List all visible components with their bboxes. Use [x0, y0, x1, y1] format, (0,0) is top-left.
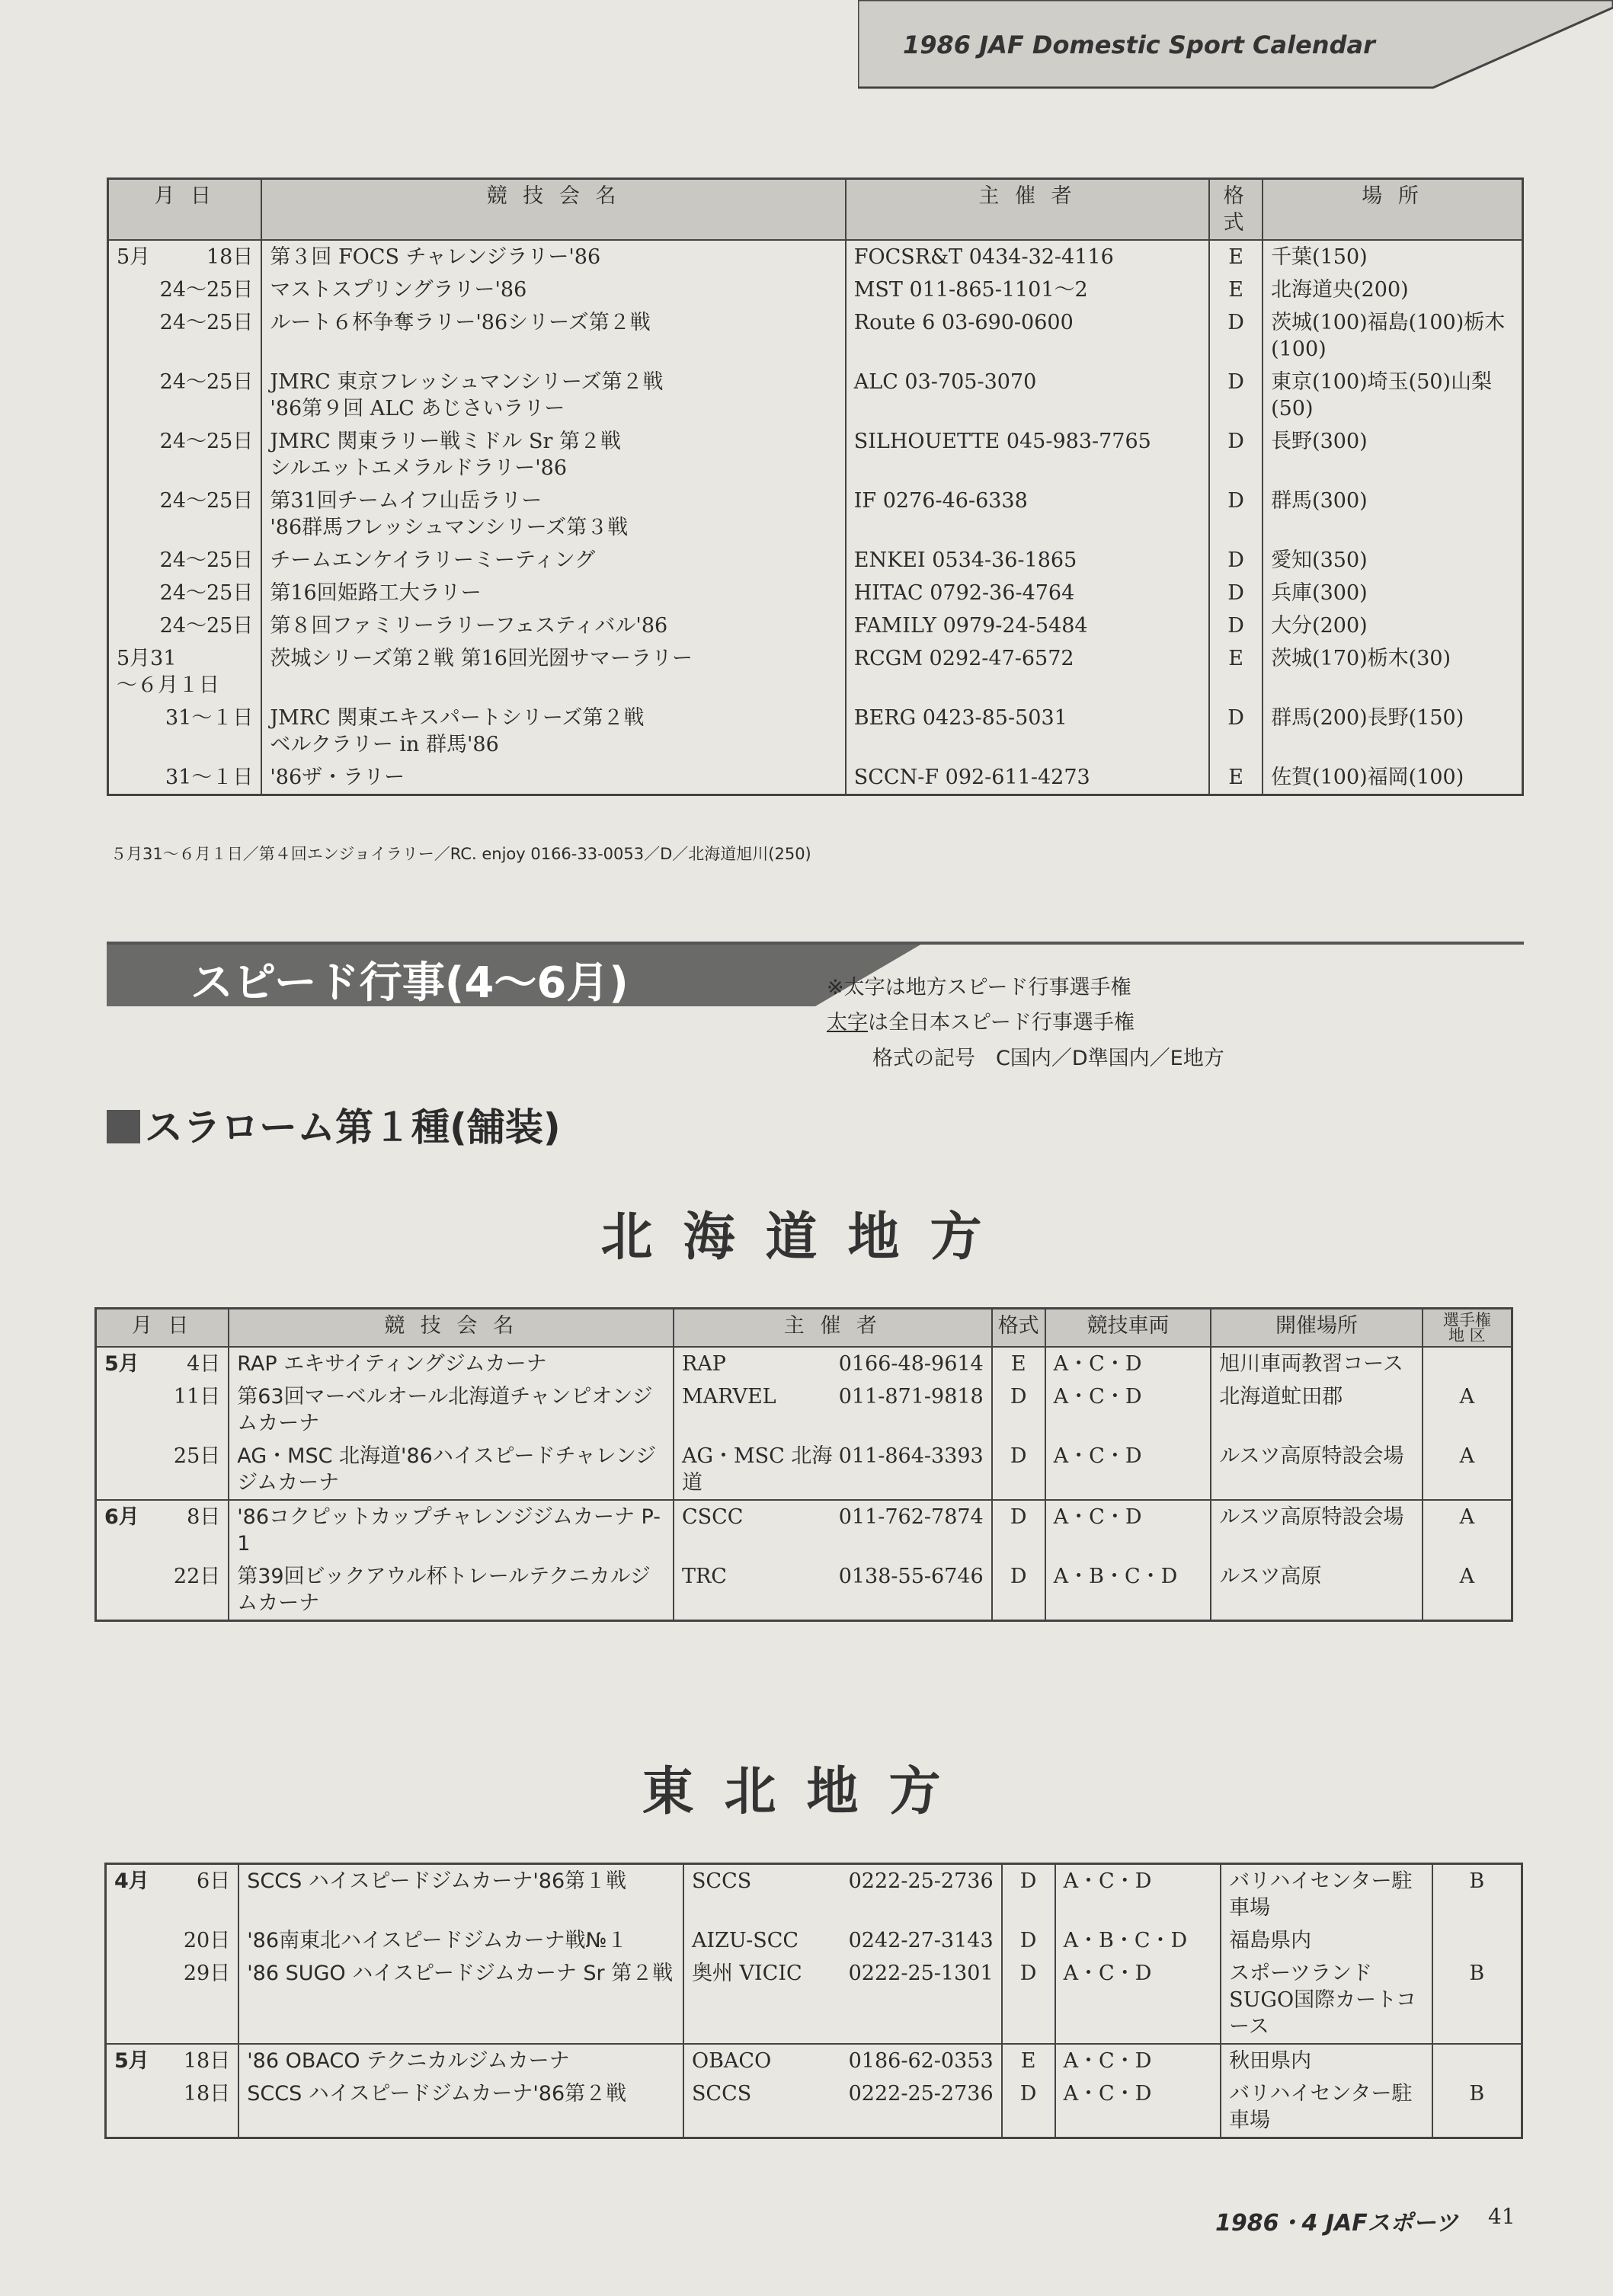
- organizer-cell: [683, 1864, 1002, 1925]
- event-name: SCCS ハイスピードジムカーナ'86第１戦: [238, 1864, 683, 1925]
- day: 18日: [183, 2082, 231, 2106]
- vehicle-classes: A・B・C・D: [1055, 1924, 1221, 1957]
- event-name: 第63回マーベルオール北海道チャンピオンジムカーナ: [229, 1380, 674, 1440]
- region-hokkaido: 北海道地方: [600, 1207, 1013, 1268]
- month: 5月31: [117, 647, 177, 670]
- class: D: [1002, 2077, 1055, 2138]
- event-name: 第３回 FOCS チャレンジラリー'86: [261, 240, 845, 273]
- table-row: [108, 484, 1523, 544]
- class: D: [1209, 484, 1263, 544]
- venue: 北海道虻田郡: [1211, 1380, 1422, 1440]
- place: 茨城(170)栃木(30): [1263, 642, 1522, 702]
- day: 22日: [173, 1565, 221, 1588]
- venue: 旭川車両教習コース: [1211, 1347, 1422, 1380]
- event-name: JMRC 関東ラリー戦ミドル Sr 第２戦 シルエットエメラルドラリー'86: [261, 425, 845, 484]
- legend-note-class: 格式の記号 C国内／D準国内／E地方: [872, 1047, 1224, 1070]
- event-name: チームエンケイラリーミーティング: [261, 544, 845, 577]
- day: 29日: [183, 1962, 231, 1985]
- day: 18日: [183, 2049, 231, 2073]
- day: 18日: [206, 245, 254, 269]
- organizer: TRC: [681, 1565, 727, 1588]
- organizer: IF 0276-46-6338: [846, 484, 1209, 544]
- day: 4日: [187, 1352, 221, 1376]
- organizer: SILHOUETTE 045-983-7765: [846, 425, 1209, 484]
- event-name: '86コクピットカップチャレンジジムカーナ P-1: [229, 1500, 674, 1560]
- table-row: [96, 1560, 1512, 1621]
- place: 愛知(350): [1263, 544, 1522, 577]
- phone: 0222-25-2736: [848, 1869, 994, 1893]
- place: 長野(300): [1263, 425, 1522, 484]
- legend-note-national: [827, 1006, 1135, 1035]
- venue: スポーツランドSUGO国際カートコース: [1221, 1957, 1432, 2044]
- month: 5月: [104, 1352, 139, 1376]
- championship-area: B: [1432, 1957, 1522, 2044]
- table-row: [106, 1864, 1522, 1925]
- vehicle-classes: A・C・D: [1055, 1957, 1221, 2044]
- header-cell: 主 催 者: [846, 179, 1209, 241]
- class: D: [992, 1500, 1045, 1560]
- table-row: [106, 1957, 1522, 2044]
- date-cell: [106, 1957, 239, 2044]
- table-row: [108, 273, 1523, 306]
- table-row: [108, 577, 1523, 609]
- date-cell: [106, 1864, 239, 1925]
- table-row: [96, 1380, 1512, 1440]
- organizer: 奥州 VICIC: [691, 1962, 802, 1985]
- date-cell: [96, 1380, 229, 1440]
- event-name: 第８回ファミリーラリーフェスティバル'86: [261, 609, 845, 642]
- organizer: RAP: [681, 1352, 726, 1376]
- date-cell: [96, 1347, 229, 1380]
- organizer: FAMILY 0979-24-5484: [846, 609, 1209, 642]
- class: D: [1002, 1957, 1055, 2044]
- month: 4月: [114, 1869, 149, 1893]
- phone: 011-871-9818: [838, 1385, 984, 1409]
- event-name: 第31回チームイフ山岳ラリー '86群馬フレッシュマンシリーズ第３戦: [261, 484, 845, 544]
- event-name: '86ザ・ラリー: [261, 761, 845, 795]
- day: 24～25日: [159, 278, 254, 302]
- venue: 秋田県内: [1221, 2044, 1432, 2077]
- venue: ルスツ高原: [1211, 1560, 1422, 1621]
- championship-area: B: [1432, 1864, 1522, 1925]
- page-number: 41: [1488, 2204, 1515, 2229]
- date-cell: [96, 1500, 229, 1560]
- section-heading: [107, 1097, 561, 1152]
- table-row: [96, 1500, 1512, 1560]
- table-row: [108, 702, 1523, 761]
- rally-footnote: ５月31～６月１日／第４回エンジョイラリー／RC. enjoy 0166-33-0053／D／北海道旭川(250): [110, 845, 811, 863]
- phone: 0222-25-1301: [848, 1962, 994, 1985]
- event-name: SCCS ハイスピードジムカーナ'86第２戦: [238, 2077, 683, 2138]
- header-cell: 競 技 会 名: [229, 1309, 674, 1348]
- date-cell: [106, 2044, 239, 2077]
- organizer: HITAC 0792-36-4764: [846, 577, 1209, 609]
- organizer: ALC 03-705-3070: [846, 366, 1209, 425]
- event-name: AG・MSC 北海道'86ハイスピードチャレンジジムカーナ: [229, 1440, 674, 1500]
- championship-area: [1423, 1347, 1512, 1380]
- date-cell: [108, 642, 262, 702]
- speed-events-title: スピード行事(4～6月): [190, 958, 629, 1008]
- table-row: [106, 1924, 1522, 1957]
- vehicle-classes: A・C・D: [1055, 2044, 1221, 2077]
- header-cell: 月 日: [108, 179, 262, 241]
- organizer: Route 6 03-690-0600: [846, 306, 1209, 366]
- table-row: [108, 366, 1523, 425]
- month: 5月: [117, 245, 151, 269]
- vehicle-classes: A・C・D: [1045, 1500, 1211, 1560]
- event-name: '86南東北ハイスピードジムカーナ戦№１: [238, 1924, 683, 1957]
- event-name: 第39回ビックアウル杯トレールテクニカルジムカーナ: [229, 1560, 674, 1621]
- day: 25日: [173, 1444, 221, 1468]
- organizer: MARVEL: [681, 1385, 776, 1409]
- day: 24～25日: [159, 614, 254, 638]
- date-cell: [108, 577, 262, 609]
- region-tohoku: 東北地方: [642, 1762, 971, 1822]
- date-cell: [96, 1560, 229, 1621]
- table-row: [108, 642, 1523, 702]
- class: D: [992, 1560, 1045, 1621]
- organizer: AG・MSC 北海道: [681, 1444, 833, 1495]
- organizer: SCCS: [691, 1869, 752, 1893]
- day: 20日: [183, 1929, 231, 1952]
- phone: 011-864-3393: [838, 1444, 984, 1468]
- class: E: [1209, 761, 1263, 795]
- organizer-cell: [683, 2044, 1002, 2077]
- organizer: OBACO: [691, 2049, 772, 2073]
- vehicle-classes: A・C・D: [1045, 1440, 1211, 1500]
- organizer: ENKEI 0534-36-1865: [846, 544, 1209, 577]
- organizer-cell: [674, 1500, 992, 1560]
- organizer: BERG 0423-85-5031: [846, 702, 1209, 761]
- day: 31～１日: [165, 766, 254, 789]
- class: E: [1209, 240, 1263, 273]
- legend-note-bold-word: 太字: [827, 1011, 868, 1034]
- day: 24～25日: [159, 311, 254, 334]
- month: 5月: [114, 2049, 149, 2073]
- header-cell: 選手権 地 区: [1423, 1309, 1512, 1348]
- phone: 0138-55-6746: [838, 1565, 984, 1588]
- slalom-tohoku-table: [104, 1863, 1523, 2139]
- day: 31～１日: [165, 706, 254, 730]
- organizer-cell: [674, 1440, 992, 1500]
- vehicle-classes: A・C・D: [1055, 2077, 1221, 2138]
- day: 24～25日: [159, 370, 254, 394]
- table-row: [106, 2044, 1522, 2077]
- vehicle-classes: A・C・D: [1045, 1347, 1211, 1380]
- date-cell: [108, 366, 262, 425]
- class: D: [1002, 1924, 1055, 1957]
- date-cell: [96, 1440, 229, 1500]
- organizer: AIZU-SCC: [691, 1929, 799, 1952]
- day: 24～25日: [159, 430, 254, 453]
- class: D: [1002, 1864, 1055, 1925]
- date-cell: [108, 609, 262, 642]
- table-row: [106, 2077, 1522, 2138]
- class: D: [1209, 702, 1263, 761]
- header-cell: 競 技 会 名: [261, 179, 845, 241]
- organizer-cell: [674, 1560, 992, 1621]
- header-cell: 開催場所: [1211, 1309, 1422, 1348]
- organizer-cell: [674, 1380, 992, 1440]
- date-cell: [108, 761, 262, 795]
- section-title: スラローム第１種(舗装): [145, 1105, 561, 1150]
- place: 群馬(200)長野(150): [1263, 702, 1522, 761]
- class: D: [1209, 577, 1263, 609]
- legend-note-national-text: は全日本スピード行事選手権: [868, 1011, 1135, 1034]
- event-name: '86 OBACO テクニカルジムカーナ: [238, 2044, 683, 2077]
- vehicle-classes: A・C・D: [1055, 1864, 1221, 1925]
- table-row: [108, 544, 1523, 577]
- organizer: RCGM 0292-47-6572: [846, 642, 1209, 702]
- championship-area: A: [1423, 1380, 1512, 1440]
- venue: ルスツ高原特設会場: [1211, 1500, 1422, 1560]
- rally-table: [107, 177, 1524, 796]
- place: 群馬(300): [1263, 484, 1522, 544]
- organizer: MST 011-865-1101～2: [846, 273, 1209, 306]
- date-cell: [106, 1924, 239, 1957]
- event-name: 茨城シリーズ第２戦 第16回光圀サマーラリー: [261, 642, 845, 702]
- table-row: [108, 609, 1523, 642]
- header-cell: 格式: [1209, 179, 1263, 241]
- table-row: [108, 240, 1523, 273]
- class: D: [1209, 306, 1263, 366]
- vehicle-classes: A・C・D: [1045, 1380, 1211, 1440]
- place: 大分(200): [1263, 609, 1522, 642]
- class: D: [1209, 544, 1263, 577]
- class: D: [992, 1380, 1045, 1440]
- table-row: [108, 761, 1523, 795]
- date-cell: [108, 544, 262, 577]
- date-cell: [108, 425, 262, 484]
- slalom-hokkaido-table: [94, 1307, 1513, 1622]
- organizer-cell: [683, 1957, 1002, 2044]
- header-cell: 場 所: [1263, 179, 1522, 241]
- event-name: JMRC 関東エキスパートシリーズ第２戦 ベルクラリー in 群馬'86: [261, 702, 845, 761]
- championship-area: A: [1423, 1500, 1512, 1560]
- venue: バリハイセンター駐車場: [1221, 1864, 1432, 1925]
- class: E: [1002, 2044, 1055, 2077]
- table-row: [108, 306, 1523, 366]
- class: D: [1209, 425, 1263, 484]
- table-row: [96, 1440, 1512, 1500]
- month: 6月: [104, 1505, 139, 1529]
- header-cell: 格式: [992, 1309, 1045, 1348]
- championship-area: [1432, 1924, 1522, 1957]
- championship-area: A: [1423, 1440, 1512, 1500]
- class: E: [1209, 273, 1263, 306]
- date-cell: [108, 484, 262, 544]
- day: ～６月１日: [117, 673, 219, 697]
- championship-area: B: [1432, 2077, 1522, 2138]
- class: D: [992, 1440, 1045, 1500]
- table-row: [108, 425, 1523, 484]
- day: 24～25日: [159, 581, 254, 605]
- place: 東京(100)埼玉(50)山梨(50): [1263, 366, 1522, 425]
- phone: 011-762-7874: [838, 1505, 984, 1529]
- header-cell: 月 日: [96, 1309, 229, 1348]
- event-name: マストスプリングラリー'86: [261, 273, 845, 306]
- date-cell: [106, 2077, 239, 2138]
- phone: 0242-27-3143: [848, 1929, 994, 1952]
- legend-note-regional: ※太字は地方スピード行事選手権: [827, 976, 1131, 999]
- organizer: CSCC: [681, 1505, 744, 1529]
- organizer: FOCSR&T 0434-32-4116: [846, 240, 1209, 273]
- place: 兵庫(300): [1263, 577, 1522, 609]
- event-name: ルート６杯争奪ラリー'86シリーズ第２戦: [261, 306, 845, 366]
- header-title: 1986 JAF Domestic Sport Calendar: [903, 30, 1375, 59]
- date-cell: [108, 273, 262, 306]
- organizer-cell: [683, 2077, 1002, 2138]
- organizer-cell: [674, 1347, 992, 1380]
- date-cell: [108, 702, 262, 761]
- event-name: RAP エキサイティングジムカーナ: [229, 1347, 674, 1380]
- class: E: [992, 1347, 1045, 1380]
- vehicle-classes: A・B・C・D: [1045, 1560, 1211, 1621]
- header-cell: 主 催 者: [674, 1309, 992, 1348]
- organizer-cell: [683, 1924, 1002, 1957]
- date-cell: [108, 306, 262, 366]
- class: D: [1209, 609, 1263, 642]
- phone: 0222-25-2736: [848, 2082, 994, 2106]
- class: D: [1209, 366, 1263, 425]
- class: E: [1209, 642, 1263, 702]
- table-row: [96, 1347, 1512, 1380]
- championship-area: A: [1423, 1560, 1512, 1621]
- event-name: '86 SUGO ハイスピードジムカーナ Sr 第２戦: [238, 1957, 683, 2044]
- venue: 福島県内: [1221, 1924, 1432, 1957]
- day: 6日: [197, 1869, 231, 1893]
- championship-area: [1432, 2044, 1522, 2077]
- day: 11日: [173, 1385, 221, 1409]
- date-cell: [108, 240, 262, 273]
- place: 千葉(150): [1263, 240, 1522, 273]
- footer-issue: 1986・4 JAFスポーツ: [1215, 2210, 1458, 2237]
- organizer: SCCN-F 092-611-4273: [846, 761, 1209, 795]
- organizer: SCCS: [691, 2082, 752, 2106]
- square-bullet-icon: [107, 1110, 140, 1143]
- header-cell: 競技車両: [1045, 1309, 1211, 1348]
- place: 佐賀(100)福岡(100): [1263, 761, 1522, 795]
- day: 24～25日: [159, 548, 254, 572]
- day: 24～25日: [159, 489, 254, 513]
- place: 茨城(100)福島(100)栃木(100): [1263, 306, 1522, 366]
- venue: バリハイセンター駐車場: [1221, 2077, 1432, 2138]
- phone: 0186-62-0353: [848, 2049, 994, 2073]
- place: 北海道央(200): [1263, 273, 1522, 306]
- day: 8日: [187, 1505, 221, 1529]
- event-name: 第16回姫路工大ラリー: [261, 577, 845, 609]
- phone: 0166-48-9614: [838, 1352, 984, 1376]
- event-name: JMRC 東京フレッシュマンシリーズ第２戦 '86第９回 ALC あじさいラリー: [261, 366, 845, 425]
- venue: ルスツ高原特設会場: [1211, 1440, 1422, 1500]
